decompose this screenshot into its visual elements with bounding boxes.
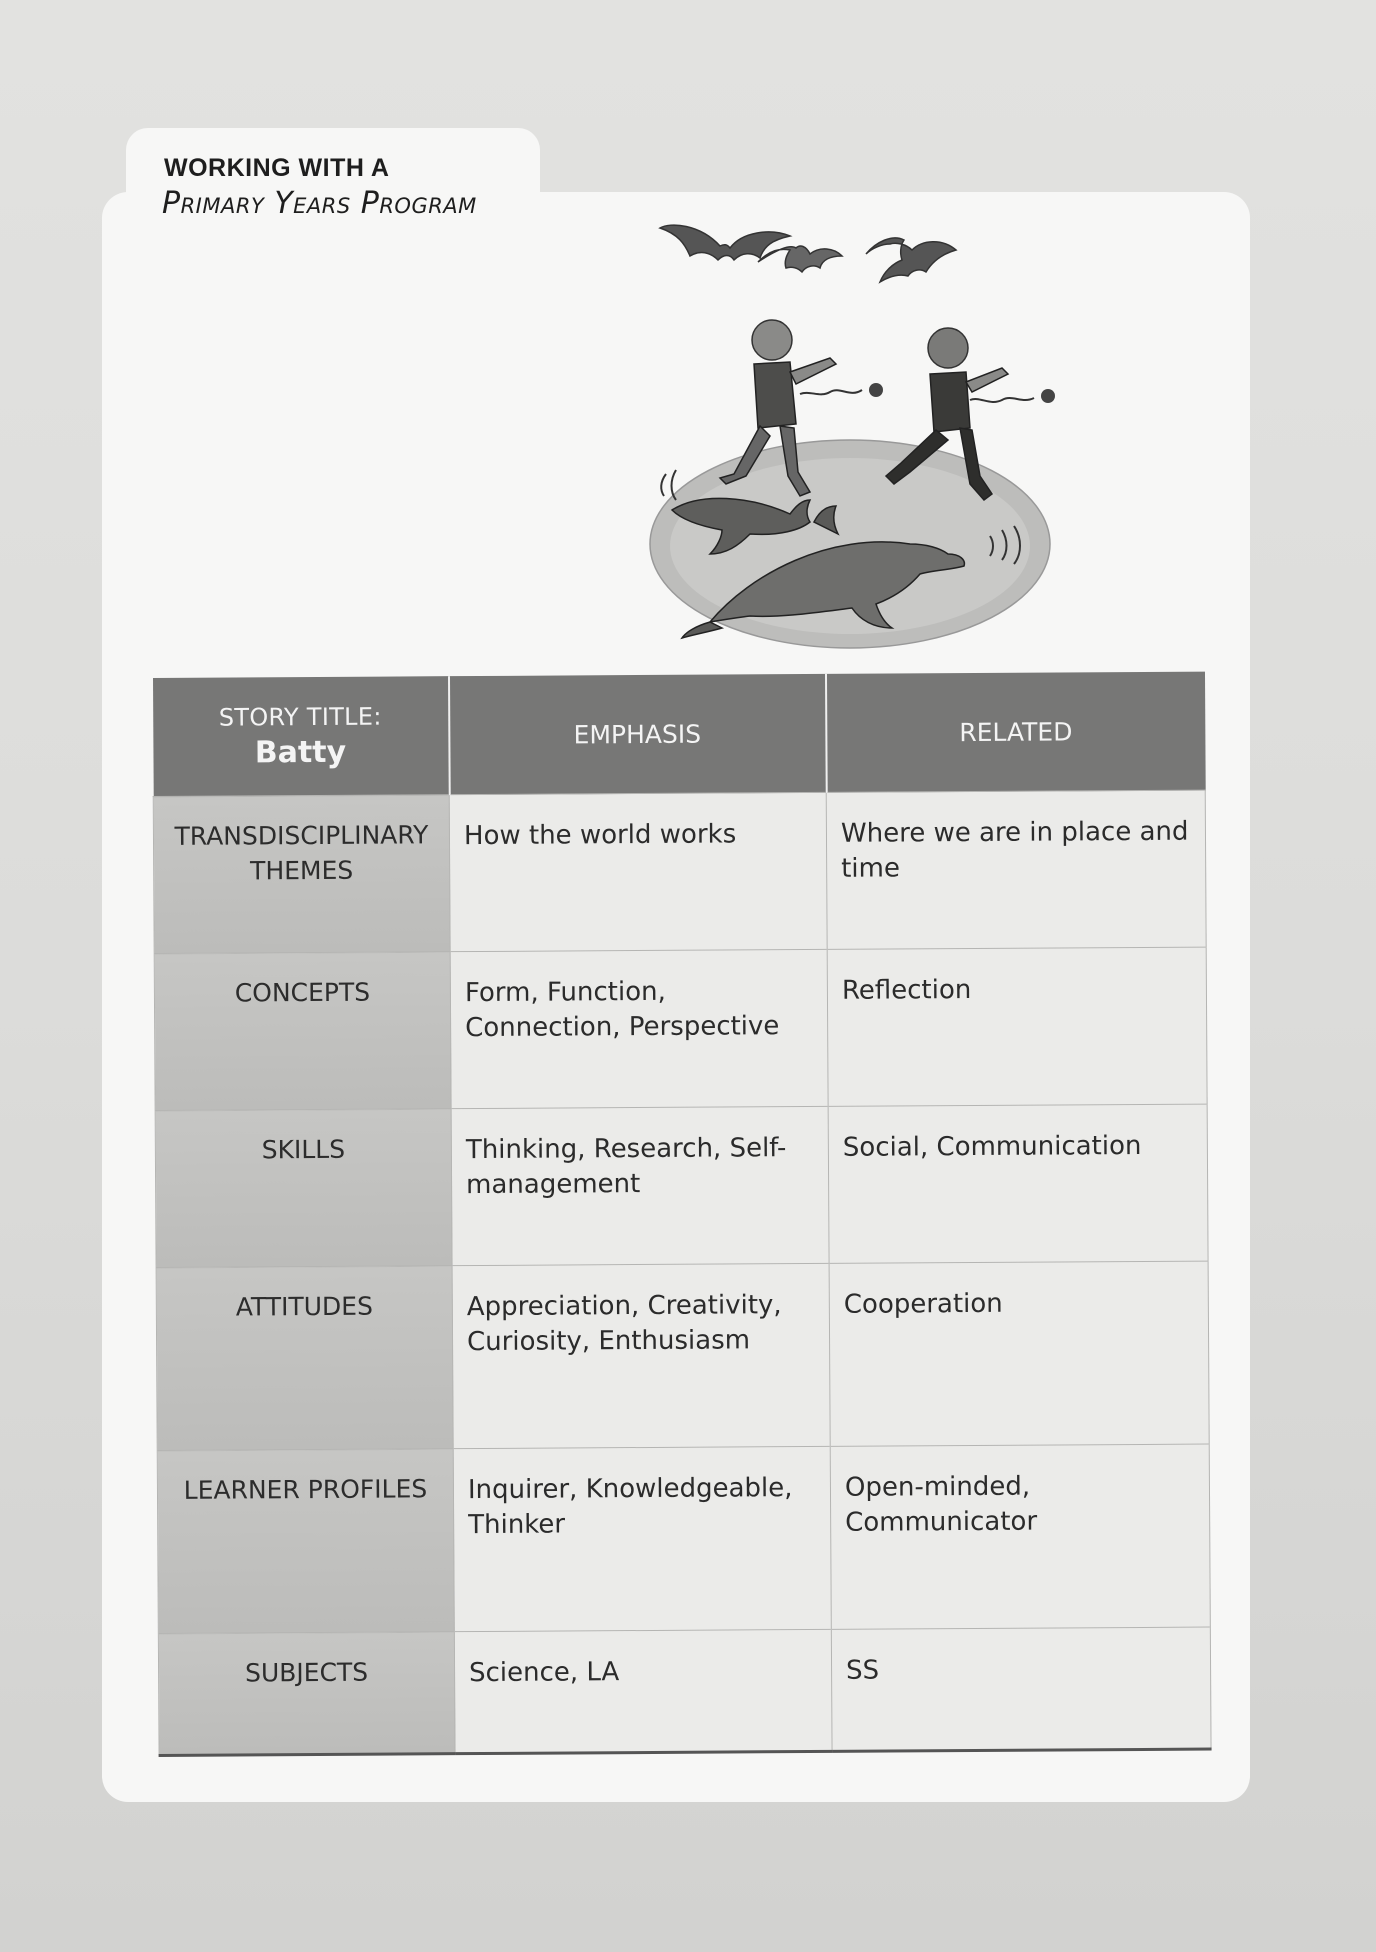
- story-title-label: STORY TITLE:: [218, 702, 382, 732]
- emphasis-cell: [452, 1263, 830, 1448]
- table-header-row: [152, 672, 1205, 797]
- emphasis-text: Appreciation, Creativity, Curiosity, Enthusiasm: [466, 1290, 782, 1358]
- row-label-text: TRANSDISCIPLINARY THEMES: [174, 820, 429, 886]
- related-text: Social, Communication: [842, 1130, 1142, 1163]
- related-cell: [831, 1627, 1211, 1751]
- bats-children-dolphins-illustration: [630, 214, 1090, 664]
- emphasis-cell: [454, 1629, 832, 1753]
- related-text: Cooperation: [843, 1288, 1003, 1320]
- table-row: [158, 1627, 1211, 1755]
- row-label-text: LEARNER PROFILES: [183, 1474, 428, 1505]
- row-label: [153, 795, 450, 954]
- related-header: RELATED: [825, 672, 1205, 793]
- row-label-text: SUBJECTS: [244, 1657, 369, 1688]
- related-cell: [826, 790, 1206, 949]
- emphasis-text: Science, LA: [468, 1657, 620, 1689]
- table-row: [155, 1104, 1208, 1267]
- table-row: [156, 1261, 1209, 1450]
- related-cell: [828, 1104, 1208, 1263]
- related-cell: [827, 947, 1207, 1106]
- bat-icon: [866, 238, 956, 282]
- emphasis-cell: [449, 792, 827, 951]
- related-text: Open-minded, Communicator: [844, 1471, 1038, 1538]
- story-title: Batty: [254, 734, 347, 770]
- story-title-header: [152, 676, 449, 796]
- related-text: Reflection: [841, 975, 972, 1006]
- related-cell: [829, 1261, 1209, 1446]
- emphasis-text: Form, Function, Connection, Perspective: [464, 976, 780, 1044]
- table-row: [154, 947, 1207, 1110]
- row-label: [157, 1449, 454, 1634]
- row-label: [155, 1109, 452, 1268]
- emphasis-text: Thinking, Research, Self-management: [465, 1133, 787, 1201]
- ib-planner-table-wrapper: [152, 672, 1211, 1758]
- header-title-line2: Primary Years Program: [162, 186, 477, 221]
- emphasis-header: EMPHASIS: [448, 674, 826, 795]
- emphasis-cell: [453, 1446, 831, 1631]
- emphasis-text: How the world works: [463, 819, 737, 852]
- header-title-line1: WORKING WITH A: [164, 154, 390, 182]
- bat-icon: [758, 246, 842, 272]
- related-text: SS: [845, 1655, 880, 1686]
- row-label: [154, 952, 451, 1111]
- emphasis-cell: [451, 1106, 829, 1265]
- row-label-text: SKILLS: [261, 1134, 346, 1165]
- row-label: [158, 1632, 455, 1756]
- table-row: [153, 790, 1206, 953]
- related-cell: [830, 1444, 1210, 1629]
- emphasis-cell: [450, 949, 828, 1108]
- emphasis-text: Inquirer, Knowledgeable, Thinker: [467, 1473, 793, 1541]
- related-text: Where we are in place and time: [840, 816, 1189, 884]
- ib-planner-table: [152, 672, 1212, 1757]
- table-row: [157, 1444, 1210, 1633]
- row-label-text: CONCEPTS: [234, 977, 371, 1008]
- row-label: [156, 1266, 453, 1451]
- row-label-text: ATTITUDES: [235, 1291, 373, 1322]
